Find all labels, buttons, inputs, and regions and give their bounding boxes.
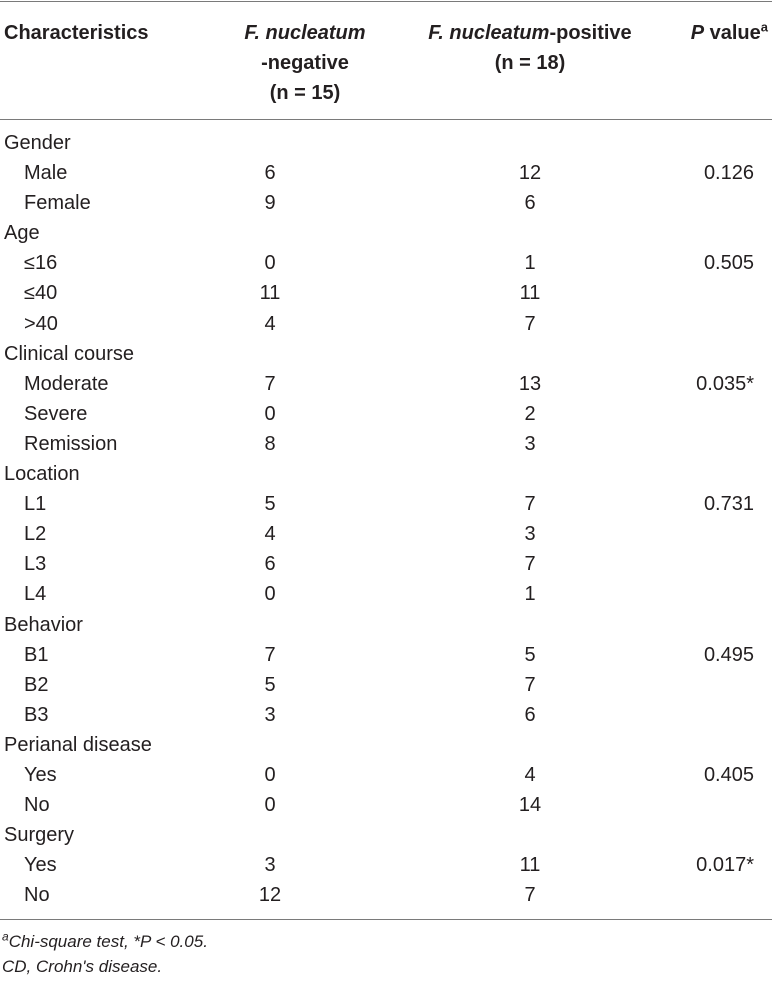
cell-characteristic: Age: [4, 222, 40, 245]
table-row: [0, 399, 772, 429]
cell-characteristic: No: [24, 794, 50, 817]
cell-negative: 11: [259, 282, 281, 305]
cell-characteristic: Surgery: [4, 824, 75, 847]
cell-positive: 7: [524, 312, 536, 335]
cell-characteristic: ≤40: [24, 282, 58, 305]
footnote-mark: a: [2, 929, 9, 944]
cell-negative: 8: [264, 432, 276, 455]
cell-characteristic: B2: [24, 673, 49, 696]
cell-p-value: 0.405: [703, 763, 754, 786]
cell-characteristic: Perianal disease: [4, 733, 152, 756]
table-row: [0, 880, 772, 910]
header-negative-n: (n = 15): [269, 82, 341, 104]
cell-p-value: 0.035*: [696, 372, 754, 395]
cell-characteristic: Moderate: [24, 372, 109, 395]
cell-p-value: 0.017*: [696, 854, 754, 877]
footnote-chi-square: [2, 931, 208, 953]
table-row: [0, 188, 772, 218]
table-row: [0, 670, 772, 700]
cell-negative: 4: [264, 523, 276, 546]
cell-positive: 13: [518, 372, 542, 395]
header-p-italic: P: [690, 22, 705, 44]
table-group-row: [0, 459, 772, 489]
cell-negative: 4: [264, 312, 276, 335]
cell-p-value: 0.126: [703, 162, 754, 185]
cell-characteristic: L3: [24, 553, 47, 576]
header-positive-suffix: -positive: [549, 22, 632, 44]
cell-positive: 3: [524, 523, 536, 546]
cell-p-value: 0.731: [703, 493, 754, 516]
header-rule: [0, 119, 772, 120]
table-row: [0, 519, 772, 549]
cell-characteristic: L1: [24, 493, 47, 516]
cell-negative: 5: [264, 673, 276, 696]
cell-negative: 5: [264, 493, 276, 516]
cell-negative: 0: [264, 763, 276, 786]
cell-positive: 6: [524, 703, 536, 726]
table-body: [0, 128, 772, 910]
table-row: [0, 850, 772, 880]
table-row: [0, 369, 772, 399]
cell-positive: 1: [524, 252, 536, 275]
header-positive-n: (n = 18): [494, 52, 566, 74]
table-row: [0, 489, 772, 519]
table-row: [0, 790, 772, 820]
cell-characteristic: L4: [24, 583, 47, 606]
cell-positive: 2: [524, 402, 536, 425]
cell-negative: 0: [264, 402, 276, 425]
header-positive-species: F. nucleatum: [428, 22, 550, 44]
table-row: [0, 158, 772, 188]
cell-positive: 3: [524, 432, 536, 455]
cell-negative: 0: [264, 794, 276, 817]
cell-characteristic: Severe: [24, 402, 88, 425]
cell-characteristic: >40: [24, 312, 58, 335]
header-p-label: value: [709, 22, 761, 44]
cell-negative: 0: [264, 252, 276, 275]
table-row: [0, 579, 772, 609]
table-row: [0, 429, 772, 459]
cell-characteristic: L2: [24, 523, 47, 546]
cell-characteristic: ≤16: [24, 252, 58, 275]
cell-characteristic: Yes: [24, 854, 57, 877]
cell-characteristic: Female: [24, 192, 91, 215]
cell-positive: 7: [524, 553, 536, 576]
footnote-chi-square-text: Chi-square test, *P < 0.05.: [8, 932, 208, 951]
table-group-row: [0, 610, 772, 640]
header-characteristics: Characteristics: [4, 22, 149, 44]
cell-positive: 11: [519, 854, 541, 877]
cell-characteristic: B3: [24, 703, 49, 726]
cell-characteristic: Behavior: [4, 613, 83, 636]
cell-characteristic: Location: [4, 463, 80, 486]
cell-characteristic: B1: [24, 643, 49, 666]
cell-characteristic: Gender: [4, 132, 71, 154]
header-positive: [405, 18, 655, 78]
header-p-value: [660, 18, 768, 48]
cell-characteristic: No: [24, 884, 50, 907]
cell-characteristic: Remission: [24, 432, 118, 455]
cell-positive: 5: [524, 643, 536, 666]
cell-negative: 6: [264, 553, 276, 576]
cell-negative: 3: [264, 703, 276, 726]
table-group-row: [0, 820, 772, 850]
header-p-footnote-mark: a: [760, 19, 768, 35]
header-negative-species: F. nucleatum: [244, 22, 366, 44]
cell-p-value: 0.495: [703, 643, 754, 666]
cell-characteristic: Male: [24, 162, 68, 185]
cell-negative: 9: [264, 192, 276, 215]
table-top-rule: [0, 1, 772, 2]
cell-negative: 12: [258, 884, 282, 907]
footnote-cd: CD, Crohn's disease.: [2, 957, 163, 976]
table-group-row: [0, 730, 772, 760]
cell-positive: 7: [524, 673, 536, 696]
cell-positive: 7: [524, 493, 536, 516]
table-row: [0, 278, 772, 308]
table-row: [0, 760, 772, 790]
table-row: [0, 248, 772, 278]
header-negative-suffix: -negative: [261, 52, 349, 74]
table-row: [0, 549, 772, 579]
cell-p-value: 0.505: [703, 252, 754, 275]
cell-negative: 0: [264, 583, 276, 606]
table-row: [0, 640, 772, 670]
table-row: [0, 309, 772, 339]
table-group-row: [0, 128, 772, 158]
cell-positive: 7: [524, 884, 536, 907]
cell-negative: 7: [264, 643, 276, 666]
header-negative: [205, 18, 405, 108]
cell-characteristic: Clinical course: [4, 342, 135, 365]
cell-positive: 4: [524, 763, 536, 786]
table-group-row: [0, 218, 772, 248]
cell-positive: 14: [518, 794, 542, 817]
table-group-row: [0, 339, 772, 369]
cell-negative: 3: [264, 854, 276, 877]
cell-positive: 12: [518, 162, 542, 185]
table-row: [0, 700, 772, 730]
cell-positive: 6: [524, 192, 536, 215]
cell-positive: 1: [524, 583, 536, 606]
cell-positive: 11: [519, 282, 541, 305]
cell-negative: 6: [264, 162, 276, 185]
cell-negative: 7: [264, 372, 276, 395]
table-bottom-rule: [0, 919, 772, 920]
cell-characteristic: Yes: [24, 763, 57, 786]
